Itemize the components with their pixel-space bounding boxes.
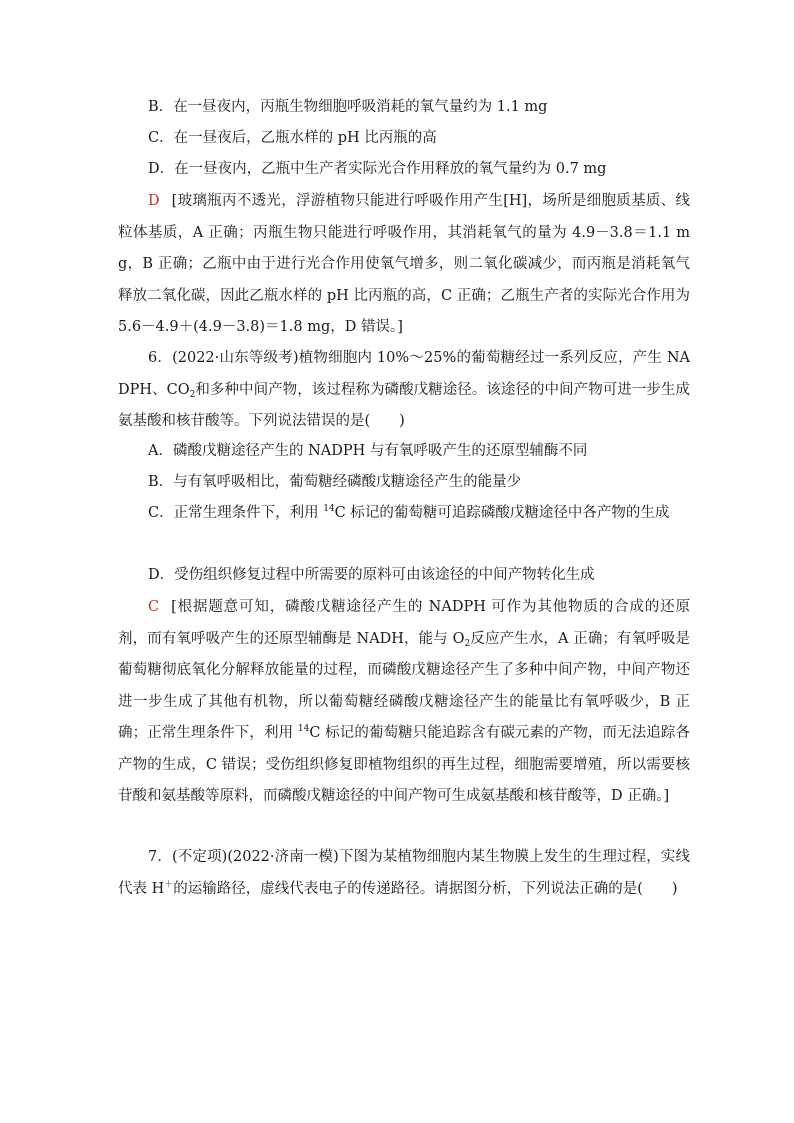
q6-stem-part2: 和多种中间产物，该过程称为磷酸戊糖途径。该途径的中间产物可进一步生成氨基酸和核苷酸等。下列说法错误的是( )	[118, 381, 690, 429]
q6-option-a: A．磷酸戊糖途径产生的 NADPH 与有氧呼吸产生的还原型辅酶不同	[148, 443, 588, 459]
q6-explanation-subscript: 2	[464, 638, 471, 649]
q6-answer: C	[148, 599, 160, 615]
q6-explanation-part3: C 标记的葡萄糖只能追踪含有碳元素的产物，而无法追踪各产物的生成，C 错误；受伤组织修复即植物组织的再生过程，细胞需要增殖，所以需要核苷酸和氨基酸等原料，而磷酸戊糖途径的中间产物可生成氨基酸和核苷酸等，D 正确。]	[118, 725, 691, 804]
q6-option-c-part1: C．正常生理条件下，利用	[148, 505, 324, 521]
q7-stem-superscript: ＋	[164, 879, 174, 890]
q6-stem-part1: 6．(2022·山东等级考)植物细胞内 10%～25%的葡萄糖经过一系列反应，产生 NADPH、CO	[118, 350, 690, 398]
q6-option-c-part2: C 标记的葡萄糖可追踪磷酸戊糖途径中各产物的生成	[334, 505, 670, 521]
q5-explanation-text: [玻璃瓶丙不透光，浮游植物只能进行呼吸作用产生[H]，场所是细胞质基质、线粒体基质，A 正确；丙瓶生物只能进行呼吸作用，其消耗氧气的量为 4.9－3.8＝1.1 mg，B 正确；乙瓶中由于进行光合作用使氧气增多，则二氧化碳减少，而丙瓶是消耗氧气释放二氧化碳，因此乙瓶水样的 pH 比丙瓶的高，C 正确；乙瓶生产者的实际光合作用为 5.6－4.9＋(4.9－3.8)＝1.8 mg，D 错误。]	[118, 193, 690, 335]
q6-explanation-part2: 反应产生水，A 正确；有氧呼吸是葡萄糖彻底氧化分解释放能量的过程，而磷酸戊糖途径产生了多种中间产物，中间产物还进一步生成了其他有机物，所以葡萄糖经磷酸戊糖途径产生的能量比有氧呼吸少，B 正确；正常生理条件下，利用	[118, 630, 690, 741]
q7-stem-part1: 7．(不定项)(2022·济南一模)下图为某植物细胞内某生物膜上发生的生理过程，实线代表 H	[118, 849, 690, 897]
q5-explanation	[118, 186, 690, 344]
q5-answer: D	[148, 193, 160, 209]
q5-option-d: D．在一昼夜内，乙瓶中生产者实际光合作用释放的氧气量约为 0.7 mg	[148, 161, 607, 177]
q6-explanation-part1: [根据题意可知，磷酸戊糖途径产生的 NADPH 可作为其他物质的合成的还原剂，而有氧呼吸产生的还原型辅酶是 NADH，能与 O	[118, 599, 690, 647]
q6-stem-subscript: 2	[189, 389, 196, 400]
q6-option-c-superscript: 14	[323, 504, 335, 514]
q6-stem	[118, 343, 690, 438]
q6-option-d: D．受伤组织修复过程中所需要的原料可由该途径的中间产物转化生成	[148, 567, 595, 583]
q6-explanation-superscript: 14	[297, 724, 310, 734]
q7-stem-part2: 的运输路径，虚线代表电子的传递路径。请据图分析，下列说法正确的是( )	[173, 880, 678, 897]
q6-option-c	[118, 498, 690, 530]
q7-stem	[118, 842, 690, 905]
q6-explanation	[118, 592, 690, 813]
q6-option-b: B．与有氧呼吸相比，葡萄糖经磷酸戊糖途径产生的能量少	[148, 474, 522, 490]
q5-option-c: C．在一昼夜后，乙瓶水样的 pH 比丙瓶的高	[148, 130, 437, 146]
q5-option-b: B．在一昼夜内，丙瓶生物细胞呼吸消耗的氧气量约为 1.1 mg	[148, 99, 548, 115]
